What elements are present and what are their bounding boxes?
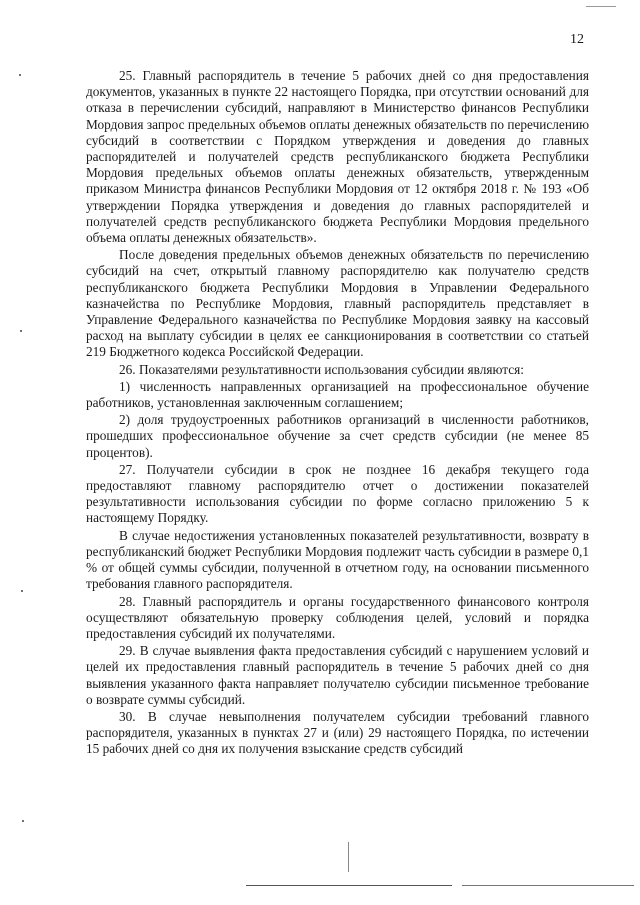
paragraph-29: 29. В случае выявления факта предоставления субсидий с нарушением условий и целей их предоставления главный распорядитель в течение 5 рабочих дней со дня выявления указанного факта направляет получателю субсидии письменное требование о возврате суммы субсидий. xyxy=(86,643,589,707)
scan-mark-top xyxy=(586,6,616,7)
paragraph-26-item-2: 2) доля трудоустроенных работников организаций в численности работников, прошедших профессиональное обучение за счет средств субсидии (не менее 85 процентов). xyxy=(86,412,589,460)
scan-dot xyxy=(20,330,22,332)
paragraph-26: 26. Показателями результативности использования субсидии являются: xyxy=(119,361,524,377)
paragraph-27: 27. Получатели субсидии в срок не позднее 16 декабря текущего года предоставляют главному распорядителю отчет о достижении показателей результативности использования субсидии по форме согласно приложению 5 к настоящему Порядку. xyxy=(86,461,589,526)
scan-rule-bottom xyxy=(246,885,452,886)
page-number: 12 xyxy=(570,32,584,47)
scan-rule-bottom-right xyxy=(462,885,634,886)
scan-dot xyxy=(22,820,24,822)
paragraph-25-continued: После доведения предельных объемов денежных обязательств по перечислению субсидий на счет, открытый главному распорядителю как получателю средств республиканского бюджета Республики Мордовия в Управлении Федерального казначейства по Республике Мордовия, главный распорядитель представляет в Управление Федерального казначейства по Республике Мордовия заявку на кассовый расход на выплату субсидии в целях ее санкционирования в соответствии со статьей 219 Бюджетного кодекса Российской Федерации. xyxy=(86,247,589,360)
paragraph-26-item-1: 1) численность направленных организацией на профессиональное обучение работников, установленная заключенным соглашением; xyxy=(86,378,589,411)
scan-dot xyxy=(19,74,21,76)
scan-dot xyxy=(21,590,23,592)
scan-mark-vertical xyxy=(348,842,349,872)
paragraph-25: 25. Главный распорядитель в течение 5 рабочих дней со дня предоставления документов, указанных в пункте 22 настоящего Порядка, при отсутствии оснований для отказа в перечислении субсидий, направляют в Министерство финансов Республики Мордовия запрос предельных объемов оплаты денежных обязательств по перечислению субсидий в соответствии с Порядком утверждения и доведения до главных распорядителей и получателей средств республиканского бюджета Республики Мордовия предельных объемов оплаты денежных обязательств, утвержденным приказом Министра финансов Республики Мордовия от 12 октября 2018 г. № 193 «Об утверждении Порядка утверждения и доведения до главных распорядителей и получателей средств республиканского бюджета Республики Мордовия предельного объема оплаты денежных обязательств». xyxy=(86,68,589,246)
paragraph-28: 28. Главный распорядитель и органы государственного финансового контроля осуществляют обязательную проверку соблюдения целей, условий и порядка предоставления субсидий их получателями. xyxy=(86,593,589,641)
document-body xyxy=(86,68,589,758)
paragraph-27-continued: В случае недостижения установленных показателей результативности, возврату в республиканский бюджет Республики Мордовия подлежит часть субсидии в размере 0,1 % от общей суммы субсидии, полученной в отчетном году, на основании письменного требования главного распорядителя. xyxy=(86,527,589,592)
paragraph-30: 30. В случае невыполнения получателем субсидии требований главного распорядителя, указанных в пунктах 27 и (или) 29 настоящего Порядка, по истечении 15 рабочих дней со дня их получения взыскание средств субсидий xyxy=(86,708,589,757)
